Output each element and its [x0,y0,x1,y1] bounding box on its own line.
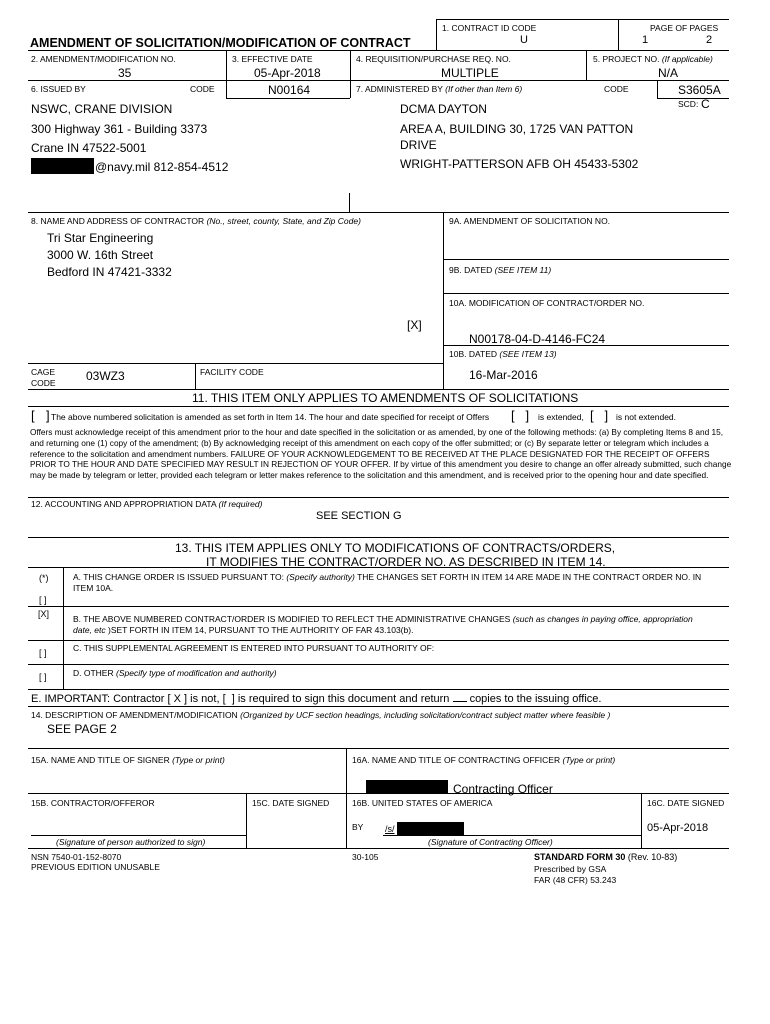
contract-id-label: 1. CONTRACT ID CODE [442,23,537,33]
description-label: 14. DESCRIPTION OF AMENDMENT/MODIFICATION (Organized by UCF section headings, including solicitation/contract subject matter where feasible ) [31,710,611,720]
prescribed-by: Prescribed by GSA [534,864,607,874]
dated-10b-value: 16-Mar-2016 [469,368,538,382]
issuer-name: NSWC, CRANE DIVISION [31,102,173,116]
administrator-street: AREA A, BUILDING 30, 1725 VAN PATTON [400,122,634,136]
redaction-block [31,158,94,174]
dated-9b-label: 9B. DATED (SEE ITEM 11) [449,265,552,275]
dated-10b-label: 10B. DATED (SEE ITEM 13) [449,349,557,359]
item13-d-mark: [ ] [39,672,47,682]
item13-c-mark: [ ] [39,648,47,658]
facility-code-label: FACILITY CODE [200,367,264,377]
total-pages: 2 [706,34,713,46]
admin-code-label: CODE [604,84,629,94]
scd-value: C [701,97,710,111]
contracting-officer-title: Contracting Officer [453,782,553,796]
item13-a-mark: [ ] [39,595,47,605]
date-signed-16c-label: 16C. DATE SIGNED [647,798,725,808]
contractor-city: Bedford IN 47421-3332 [47,265,172,279]
item13-b-text: B. THE ABOVE NUMBERED CONTRACT/ORDER IS MODIFIED TO REFLECT THE ADMINISTRATIVE CHANGES (such as changes in paying office, appropriation [73,614,693,624]
date-signed-15c-label: 15C. DATE SIGNED [252,798,330,808]
issuer-city: Crane IN 47522-5001 [31,141,147,155]
modification-contract-label: 10A. MODIFICATION OF CONTRACT/ORDER NO. [449,298,645,308]
nsn-number: NSN 7540-01-152-8070 [31,852,122,862]
requisition-label: 4. REQUISITION/PURCHASE REQ. NO. [356,54,511,64]
cage-label-2: CODE [31,378,56,388]
form-code: 30-105 [352,852,379,862]
item11-instructions: Offers must acknowledge receipt of this amendment prior to the hour and date specified in the solicitation or as amended, by one of the following methods: (a) By completing Items 8 and 15, and returning one (1) copy of the amendment; (b) By acknowledging receipt of this amendment on each copy of the offer submitted; or (c) By separate letter or telegram which includes a reference to the solicitation and amendment numbers. FAILURE OF YOUR ACKNOWLEDGEMENT TO BE RECEIVED AT THE PLACE DESIGNATED FOR THE RECEIPT OF OFFERS PRIOR TO THE HOUR AND DATE SPECIFIED MAY RESULT IN REJECTION OF YOUR OFFER. If by virtue of this amendment you desire to change an offer already submitted, such change may be made by telegram or letter, provided each telegram or letter makes reference to the solicitation and this amendment, and is received prior to the opening hour and date specified. [30,427,732,481]
page-of-pages-label: PAGE OF PAGES [650,23,719,33]
signer-signature-caption: (Signature of person authorized to sign) [56,837,206,847]
contracting-officer-label: 16A. NAME AND TITLE OF CONTRACTING OFFICER (Type or print) [352,755,616,765]
issued-code-value: N00164 [268,83,311,97]
page-number: 1 [642,34,649,46]
issuer-street: 300 Highway 361 - Building 3373 [31,122,208,136]
united-states-label: 16B. UNITED STATES OF AMERICA [352,798,493,808]
previous-edition-note: PREVIOUS EDITION UNUSABLE [31,862,160,872]
admin-code-value: S3605A [678,83,721,97]
contractor-street: 3000 W. 16th Street [47,248,154,262]
item13-b-text-cont: date, etc )SET FORTH IN ITEM 14, PURSUANT TO THE AUTHORITY OF FAR 43.103(b). [73,625,414,635]
item13-star: (*) [39,573,49,583]
item11-heading: 11. THIS ITEM ONLY APPLIES TO AMENDMENTS OF SOLICITATIONS [192,391,579,405]
is-extended-text: is extended, [538,412,584,422]
item13-heading-1: 13. THIS ITEM APPLIES ONLY TO MODIFICATIONS OF CONTRACTS/ORDERS, [175,541,616,555]
redaction-block [397,822,464,835]
amendment-no-label: 2. AMENDMENT/MODIFICATION NO. [31,54,176,64]
scd-label: SCD: [678,99,699,109]
cage-label-1: CAGE [31,367,56,377]
form-title: AMENDMENT OF SOLICITATION/MODIFICATION OF CONTRACT [30,36,411,50]
officer-signature-caption: (Signature of Contracting Officer) [428,837,553,847]
accounting-value: SEE SECTION G [316,510,402,522]
item13-d-text: D. OTHER (Specify type of modification and authority) [73,668,277,678]
item13-c-text: C. THIS SUPPLEMENTAL AGREEMENT IS ENTERED INTO PURSUANT TO AUTHORITY OF: [73,643,435,653]
requisition-value: MULTIPLE [441,66,499,80]
signature-mark: /s/ [385,824,395,834]
standard-form-label: STANDARD FORM 30 (Rev. 10-83) [534,852,678,862]
administered-by-label: 7. ADMINISTERED BY (If other than Item 6) [356,84,523,94]
description-value: SEE PAGE 2 [47,722,117,736]
amendment-solicitation-label: 9A. AMENDMENT OF SOLICITATION NO. [449,216,611,226]
cage-value: 03WZ3 [86,369,125,383]
administrator-name: DCMA DAYTON [400,102,487,116]
far-reference: FAR (48 CFR) 53.243 [534,875,617,885]
not-extended-text: is not extended. [616,412,677,422]
contractor-label: 8. NAME AND ADDRESS OF CONTRACTOR (No., street, county, State, and Zip Code) [31,216,361,226]
project-no-label: 5. PROJECT NO. (If applicable) [593,54,713,64]
item11-bracket-open: [ [31,408,35,423]
effective-date-value: 05-Apr-2018 [254,66,321,80]
item13-a-text-cont: ITEM 10A. [73,583,114,593]
effective-date-label: 3. EFFECTIVE DATE [232,54,313,64]
redaction-block [366,780,448,793]
date-signed-16c-value: 05-Apr-2018 [647,822,709,834]
amendment-no-value: 35 [118,66,132,80]
item13-a-text: A. THIS CHANGE ORDER IS ISSUED PURSUANT TO: (Specify authority) THE CHANGES SET FORTH IN ITEM 14 ARE MADE IN THE CONTRACT ORDER NO. IN [73,572,702,582]
issued-code-label: CODE [190,84,215,94]
extended-bracket: [ ] [511,408,530,423]
project-no-value: N/A [658,66,679,80]
by-label: BY [352,822,364,832]
issuer-contact: @navy.mil 812-854-4512 [95,160,229,174]
item-e-text: E. IMPORTANT: Contractor [ X ] is not, [ ] is required to sign this document and return copies to the issuing office. [31,693,602,705]
issued-by-label: 6. ISSUED BY [31,84,86,94]
modification-contract-value: N00178-04-D-4146-FC24 [469,332,606,346]
block10-checkbox-mark: [X] [407,318,422,332]
contractor-name: Tri Star Engineering [47,231,154,245]
item11-line1: The above numbered solicitation is amended as set forth in Item 14. The hour and date specified for receipt of Offers [51,412,490,422]
accounting-label: 12. ACCOUNTING AND APPROPRIATION DATA (If required) [31,499,263,509]
administrator-city: WRIGHT-PATTERSON AFB OH 45433-5302 [400,157,639,171]
item13-heading-2: IT MODIFIES THE CONTRACT/ORDER NO. AS DESCRIBED IN ITEM 14. [206,555,606,569]
not-extended-bracket: [ ] [590,408,609,423]
signer-name-label: 15A. NAME AND TITLE OF SIGNER (Type or print) [31,755,225,765]
item11-bracket-close: ] [46,408,50,423]
item13-b-mark: [X] [38,609,50,619]
administrator-street-cont: DRIVE [400,138,437,152]
contractor-offeror-label: 15B. CONTRACTOR/OFFEROR [31,798,155,808]
contract-id-value: U [520,34,528,46]
